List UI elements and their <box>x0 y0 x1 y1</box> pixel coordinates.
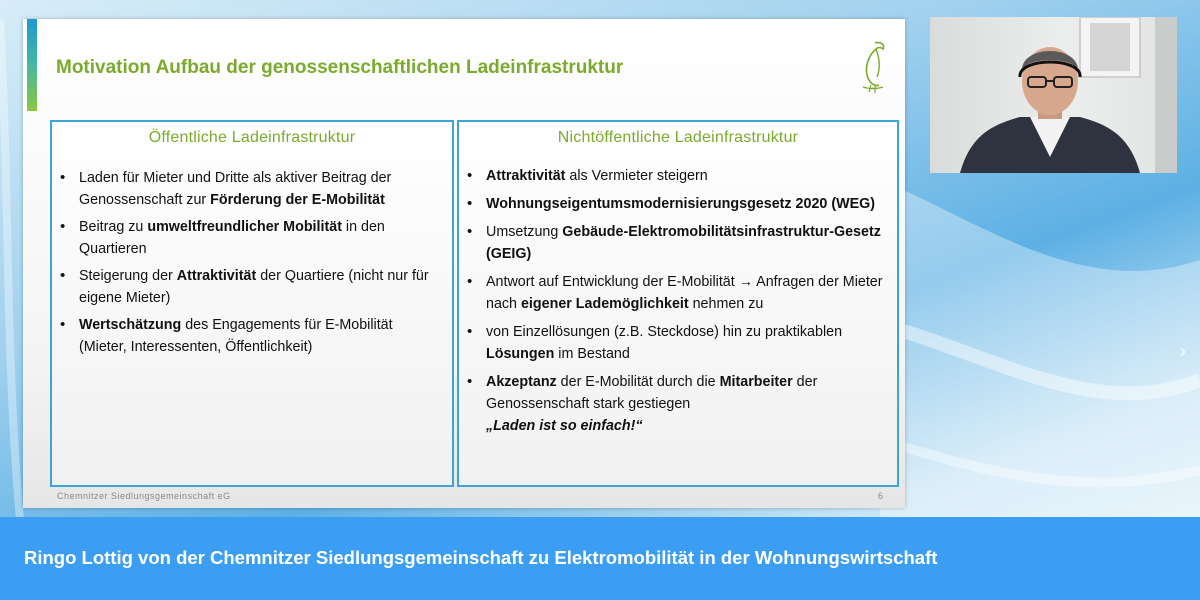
list-item: • Steigerung der Attraktivität der Quartiere (nicht nur für eigene Mieter) <box>79 265 442 309</box>
slide-accent-bar <box>27 19 37 111</box>
public-infrastructure-column <box>50 120 454 487</box>
column-heading: Nichtöffentliche Ladeinfrastruktur <box>557 129 799 146</box>
list-item: • Wertschätzung des Engagements für E-Mobilität (Mieter, Interessenten, Öffentlichkeit) <box>79 314 442 358</box>
slide-page-number: 6 <box>878 491 884 501</box>
list-item: • von Einzellösungen (z.B. Steckdose) hin zu praktikablen Lösungen im Bestand <box>486 321 887 365</box>
speaker-video-frame <box>930 17 1177 173</box>
speaker-webcam <box>930 17 1177 173</box>
slide-footer-organization: Chemnitzer Siedlungsgemeinschaft eG <box>57 491 231 501</box>
slide-title: Motivation Aufbau der genossenschaftlichen Ladeinfrastruktur <box>56 57 624 78</box>
list-item: • Antwort auf Entwicklung der E-Mobilität → Anfragen der Mieter nach eigener Lademöglichkeit nehmen zu <box>486 271 887 315</box>
list-item: • Laden für Mieter und Dritte als aktiver Beitrag der Genossenschaft zur Förderung der E-Mobilität <box>79 167 442 211</box>
list-item: • Attraktivität als Vermieter steigern <box>486 165 887 187</box>
chevron-right-icon[interactable]: › <box>1180 341 1186 361</box>
caption-bar <box>0 517 1200 600</box>
list-item: • Umsetzung Gebäude-Elektromobilitätsinfrastruktur-Gesetz (GEIG) <box>486 221 887 265</box>
presentation-slide <box>23 19 905 508</box>
quote-text: „Laden ist so einfach!“ <box>486 418 643 434</box>
list-item: • Wohnungseigentumsmodernisierungsgesetz 2020 (WEG) <box>486 193 887 215</box>
list-item: • Beitrag zu umweltfreundlicher Mobilität in den Quartieren <box>79 216 442 260</box>
list-item: • Akzeptanz der E-Mobilität durch die Mitarbeiter der Genossenschaft stark gestiegen „Laden ist so einfach!“ <box>486 371 887 437</box>
column-heading: Öffentliche Ladeinfrastruktur <box>148 129 356 146</box>
private-infrastructure-column <box>457 120 899 487</box>
bird-logo-icon <box>851 37 891 95</box>
video-caption: Ringo Lottig von der Chemnitzer Siedlungsgemeinschaft zu Elektromobilität in der Wohnungswirtschaft <box>24 547 938 568</box>
